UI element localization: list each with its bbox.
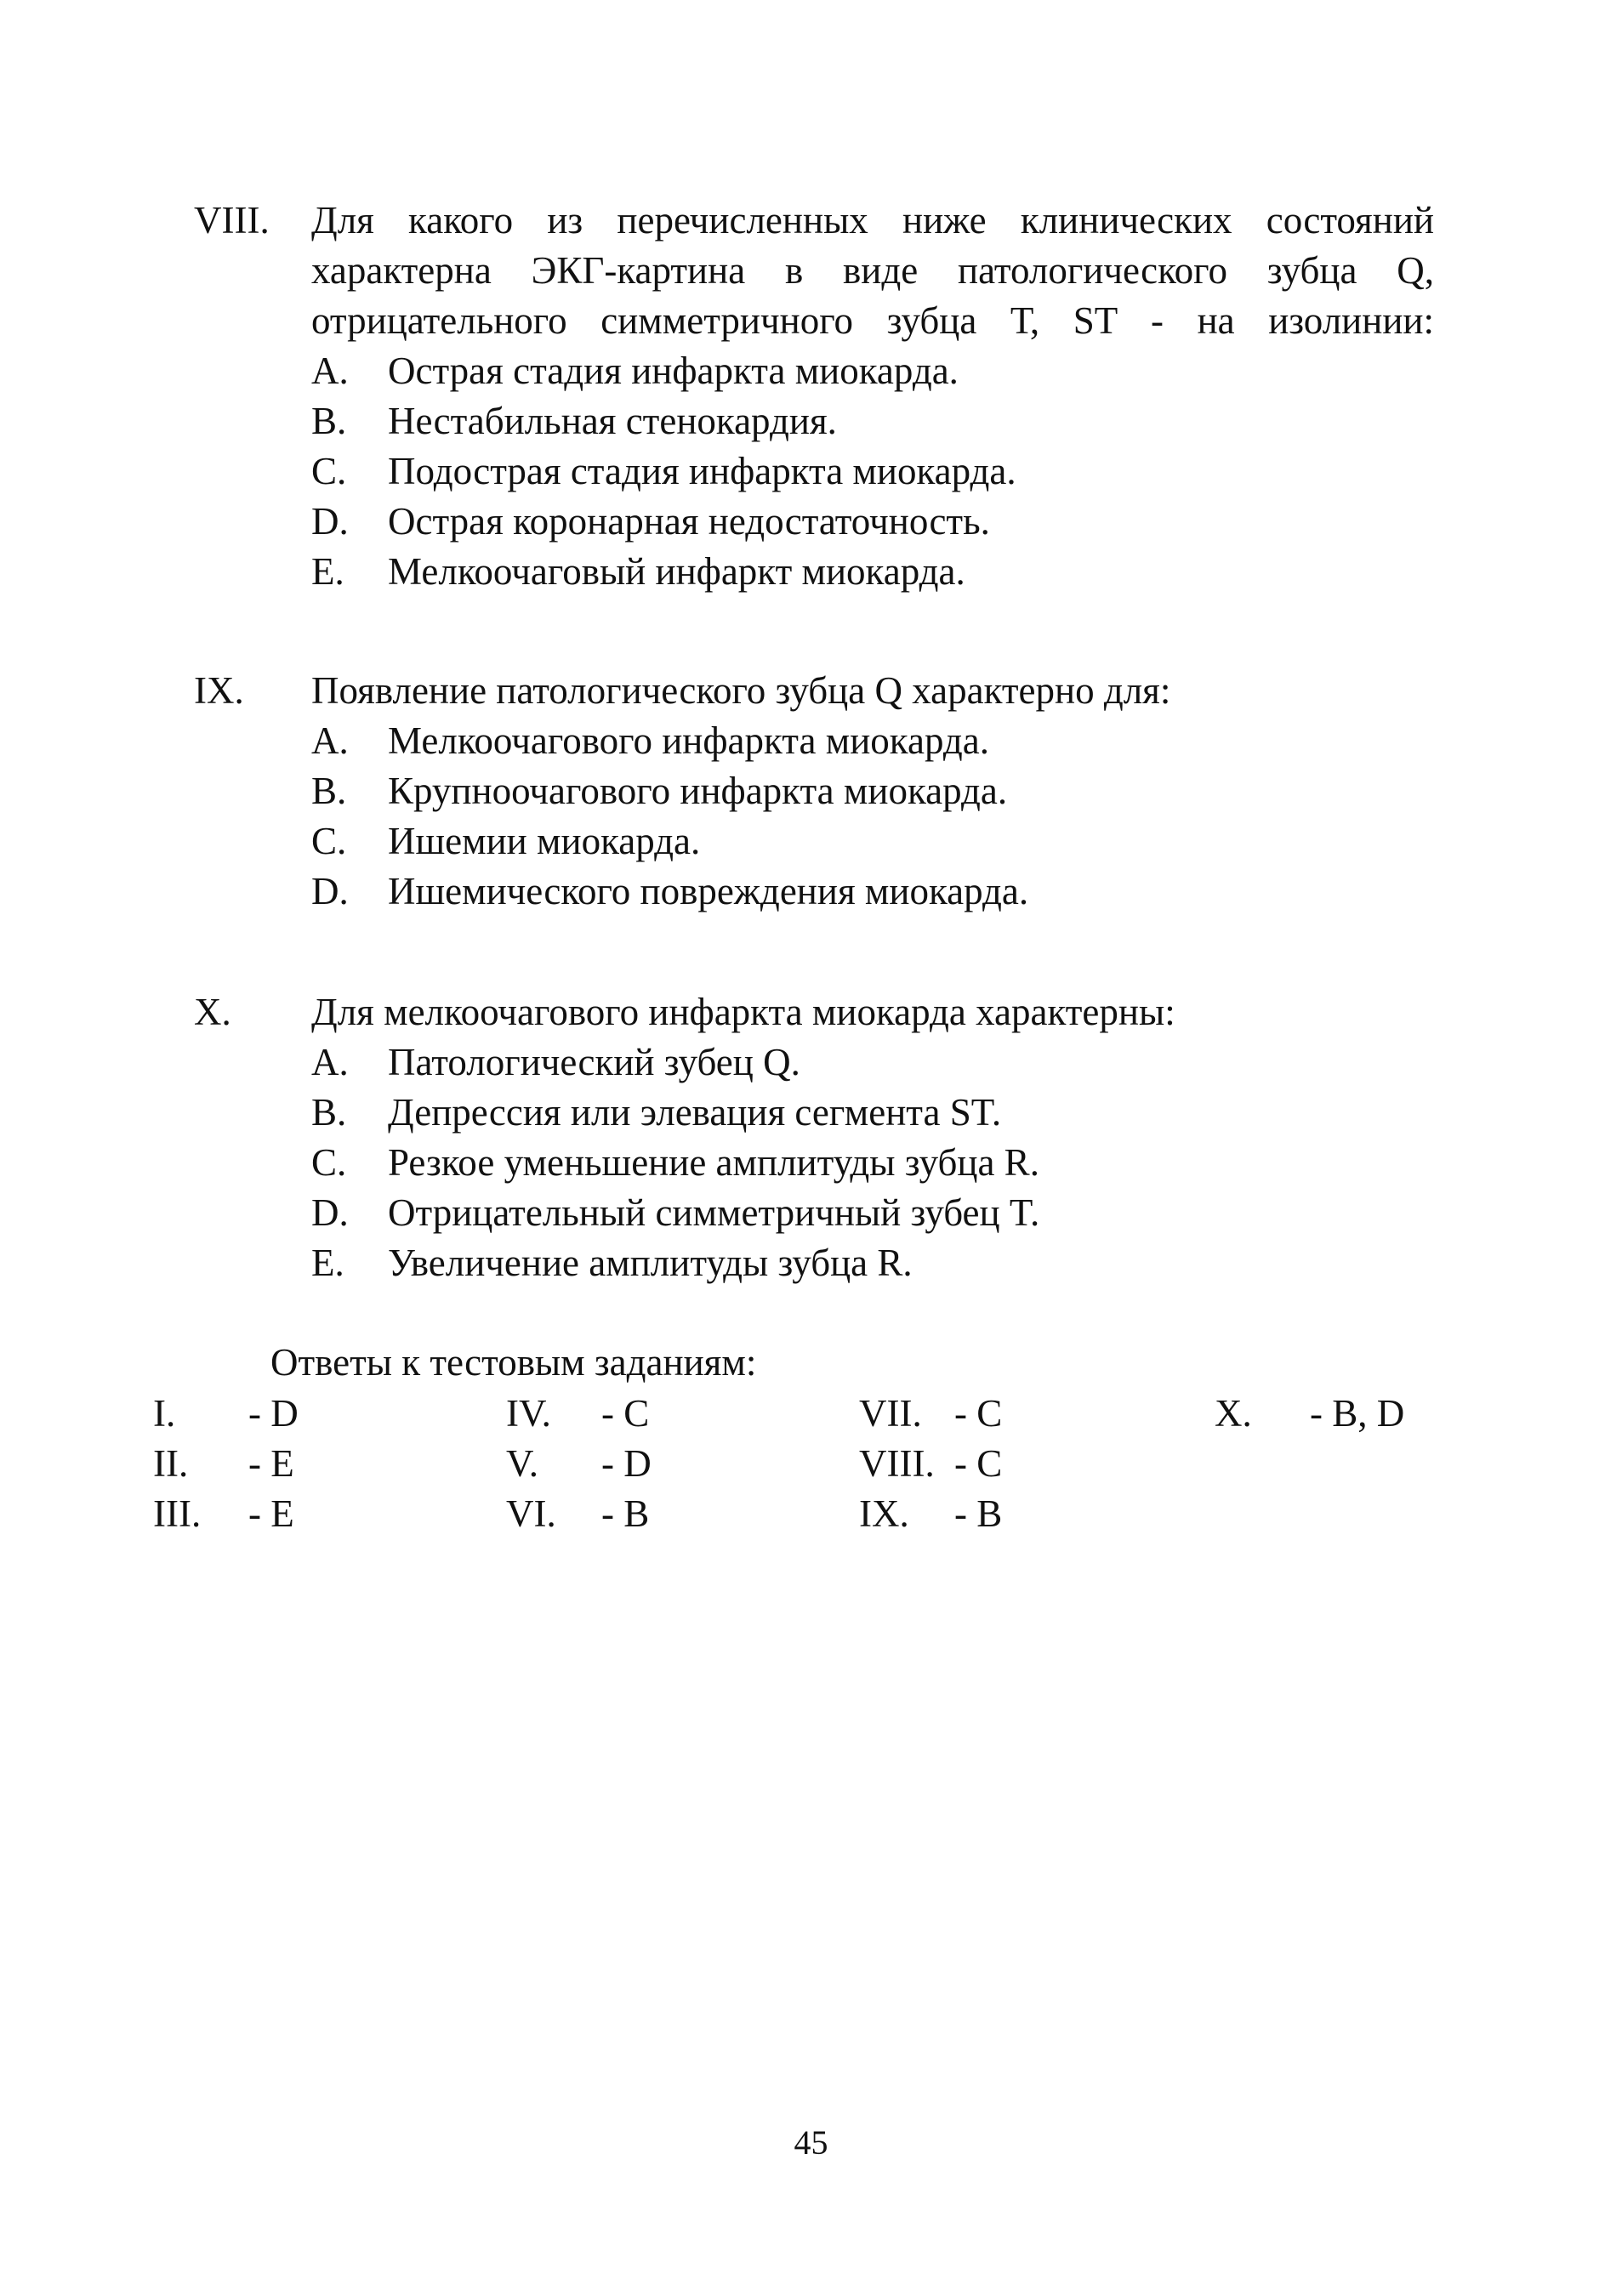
- option-text: Ишемии миокарда.: [388, 820, 701, 862]
- option-text: Острая стадия инфаркта миокарда.: [388, 350, 959, 392]
- question-number: VIII.: [194, 199, 270, 242]
- answer-option-d: [311, 1188, 1444, 1238]
- option-letter: E.: [311, 1242, 344, 1284]
- answers-heading: Ответы к тестовым заданиям:: [270, 1341, 757, 1384]
- answer-options: [311, 1037, 1444, 1288]
- answer-option-a: [311, 1037, 1444, 1088]
- answer-option-a: [311, 346, 1444, 396]
- option-text: Ишемического повреждения миокарда.: [388, 870, 1029, 912]
- answer-key-value: - E: [248, 1442, 294, 1485]
- option-letter: D.: [311, 500, 349, 543]
- question-stem: [311, 196, 1434, 346]
- option-letter: A.: [311, 350, 349, 392]
- option-letter: A.: [311, 1041, 349, 1083]
- answer-key-value: - C: [954, 1392, 1003, 1435]
- answer-option-e: [311, 547, 1444, 597]
- option-letter: E.: [311, 550, 344, 593]
- answer-key-number: IX.: [859, 1492, 909, 1535]
- option-letter: A.: [311, 719, 349, 762]
- option-text: Резкое уменьшение амплитуды зубца R.: [388, 1141, 1039, 1184]
- option-letter: D.: [311, 870, 349, 912]
- answer-key-number: II.: [153, 1442, 189, 1485]
- option-text: Нестабильная стенокардия.: [388, 400, 837, 442]
- option-text: Острая коронарная недостаточность.: [388, 500, 990, 543]
- answer-option-d: [311, 497, 1444, 547]
- answer-key-value: - B: [954, 1492, 1003, 1535]
- option-text: Мелкоочагового инфаркта миокарда.: [388, 719, 989, 762]
- option-letter: C.: [311, 1141, 347, 1184]
- answer-option-b: [311, 396, 1444, 446]
- answer-options: [311, 716, 1444, 917]
- option-text: Мелкоочаговый инфаркт миокарда.: [388, 550, 965, 593]
- question-stem: [311, 987, 1434, 1037]
- option-letter: C.: [311, 820, 347, 862]
- answer-key-value: - D: [601, 1442, 652, 1485]
- answer-key-value: - B: [601, 1492, 650, 1535]
- answer-option-e: [311, 1238, 1444, 1288]
- question-stem-line: Появление патологического зубца Q характерно для:: [311, 669, 1171, 712]
- option-letter: B.: [311, 770, 347, 812]
- answer-key-value: - D: [248, 1392, 299, 1435]
- option-text: Подострая стадия инфаркта миокарда.: [388, 450, 1016, 492]
- option-text: Крупноочагового инфаркта миокарда.: [388, 770, 1008, 812]
- answer-option-d: [311, 867, 1444, 917]
- question-viii: [194, 196, 1444, 597]
- answer-key-number: IV.: [506, 1392, 551, 1435]
- answer-key-value: - C: [601, 1392, 650, 1435]
- option-letter: B.: [311, 400, 347, 442]
- question-stem-line: Для какого из перечисленных ниже клинических состояний: [311, 199, 1434, 242]
- answer-key-value: - C: [954, 1442, 1003, 1485]
- option-text: Отрицательный симметричный зубец T.: [388, 1191, 1040, 1234]
- answer-key-number: VIII.: [859, 1442, 935, 1485]
- question-stem-line: Для мелкоочагового инфаркта миокарда характерны:: [311, 991, 1175, 1033]
- option-letter: D.: [311, 1191, 349, 1234]
- option-letter: B.: [311, 1091, 347, 1134]
- answer-key-number: X.: [1215, 1392, 1252, 1435]
- page-number: 45: [794, 2123, 828, 2162]
- question-x: [194, 987, 1444, 1288]
- answer-option-b: [311, 766, 1444, 816]
- question-stem-line: отрицательного симметричного зубца Т, ST - на изолинии:: [311, 299, 1434, 342]
- question-number: X.: [194, 991, 231, 1033]
- question-ix: [194, 666, 1444, 917]
- answer-key-number: I.: [153, 1392, 176, 1435]
- answer-key-grid: [153, 1389, 1446, 1542]
- answer-key-number: VI.: [506, 1492, 556, 1535]
- answer-option-b: [311, 1088, 1444, 1138]
- option-text: Депрессия или элевация сегмента ST.: [388, 1091, 1002, 1134]
- option-text: Патологический зубец Q.: [388, 1041, 800, 1083]
- answer-key-number: VII.: [859, 1392, 922, 1435]
- answer-key-number: V.: [506, 1442, 538, 1485]
- question-stem-line: характерна ЭКГ-картина в виде патологического зубца Q,: [311, 249, 1434, 292]
- option-text: Увеличение амплитуды зубца R.: [388, 1242, 913, 1284]
- answer-option-c: [311, 816, 1444, 867]
- answer-option-a: [311, 716, 1444, 766]
- answer-key-value: - B, D: [1310, 1392, 1405, 1435]
- answer-key-value: - E: [248, 1492, 294, 1535]
- answer-options: [311, 346, 1444, 597]
- question-number: IX.: [194, 669, 244, 712]
- option-letter: C.: [311, 450, 347, 492]
- answer-option-c: [311, 1138, 1444, 1188]
- answer-key-number: III.: [153, 1492, 202, 1535]
- question-stem: [311, 666, 1434, 716]
- answer-option-c: [311, 446, 1444, 497]
